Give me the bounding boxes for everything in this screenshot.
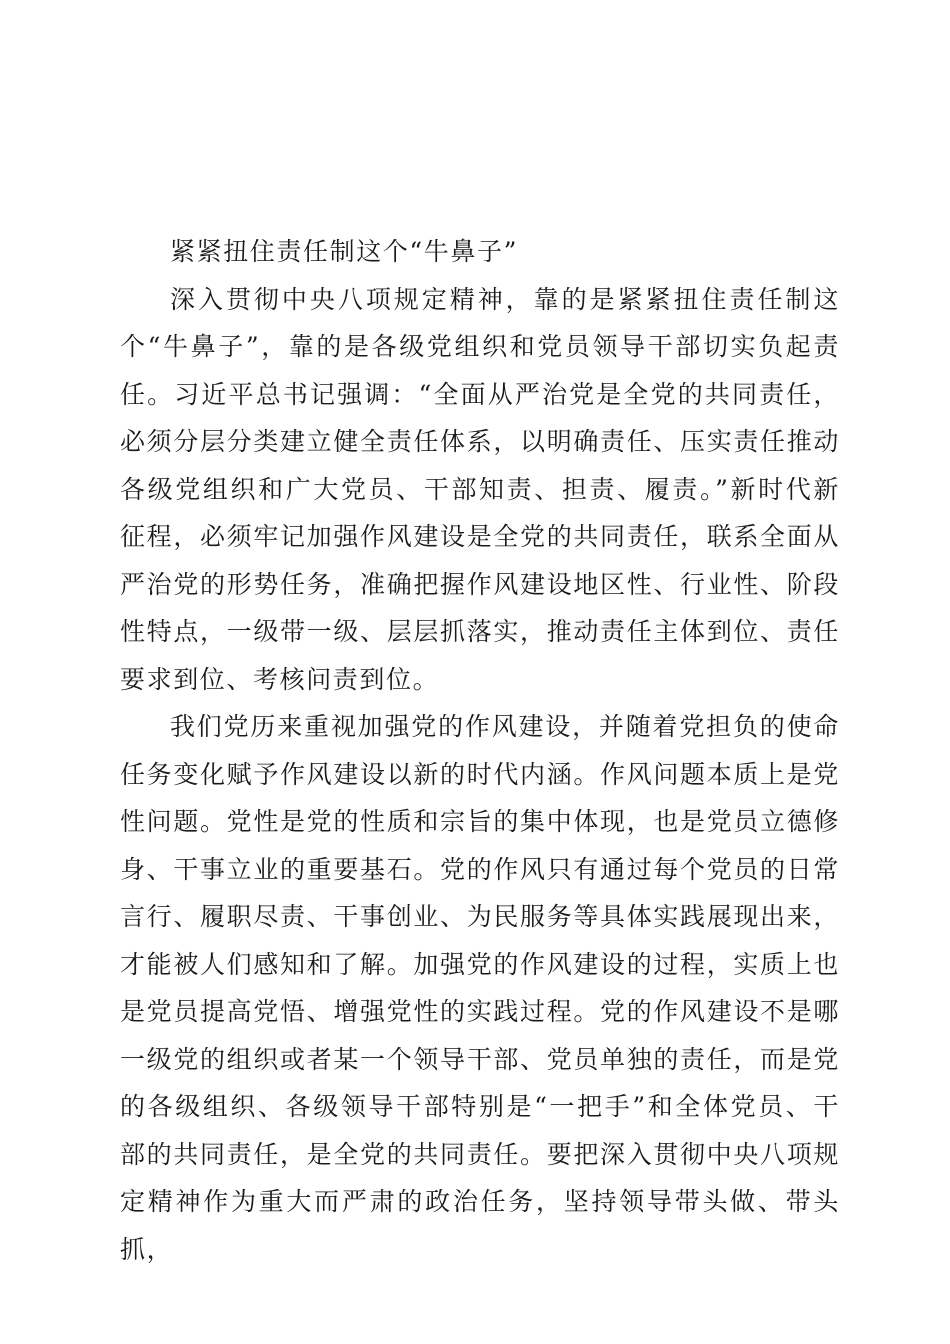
document-body — [120, 228, 840, 1273]
paragraph-1: 深入贯彻中央八项规定精神，靠的是紧紧扭住责任制这个“牛鼻子”，靠的是各级党组织和党员领导干部切实负起责任。习近平总书记强调：“全面从严治党是全党的共同责任，必须分层分类建立健全责任体系，以明确责任、压实责任推动各级党组织和广大党员、干部知责、担责、履责。”新时代新征程，必须牢记加强作风建设是全党的共同责任，联系全面从严治党的形势任务，准确把握作风建设地区性、行业性、阶段性特点，一级带一级、层层抓落实，推动责任主体到位、责任要求到位、考核问责到位。 — [120, 284, 840, 694]
document-title: 紧紧扭住责任制这个“牛鼻子” — [170, 237, 518, 266]
paragraph-2: 我们党历来重视加强党的作风建设，并随着党担负的使命任务变化赋予作风建设以新的时代内涵。作风问题本质上是党性问题。党性是党的性质和宗旨的集中体现，也是党员立德修身、干事立业的重要基石。党的作风只有通过每个党员的日常言行、履职尽责、干事创业、为民服务等具体实践展现出来，才能被人们感知和了解。加强党的作风建设的过程，实质上也是党员提高党悟、增强党性的实践过程。党的作风建设不是哪一级党的组织或者某一个领导干部、党员单独的责任，而是党的各级组织、各级领导干部特别是“一把手”和全体党员、干部的共同责任，是全党的共同责任。要把深入贯彻中央八项规定精神作为重大而严肃的政治任务，坚持领导带头做、带头抓， — [120, 712, 840, 1264]
